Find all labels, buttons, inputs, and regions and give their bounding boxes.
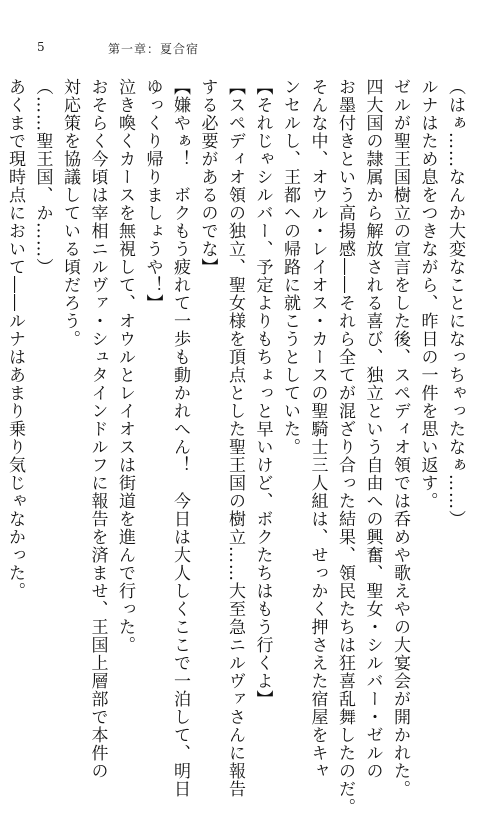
body-line: 【それじゃシルバー、予定よりもちょっと早いけど、ボクたちはもう行くよ】: [252, 78, 273, 708]
body-line: ゆっくり帰りましょうや！】: [142, 78, 163, 312]
body-line: 四大国の隷属から解放される喜び、独立という自由への興奮、聖女・シルバー・ゼルの: [362, 78, 383, 780]
body-line: ンセルし、王都への帰路に就こうとしていた。: [280, 78, 300, 456]
body-line: 対応策を協議している頃だろう。: [60, 78, 80, 348]
body-line: お墨付きという高揚感――それら全てが混ざり合った結果、領民たちは狂喜乱舞したのだ。: [335, 78, 355, 816]
body-text: [0, 78, 468, 816]
body-line: 泣き喚くカースを無視して、オウルとレイオスは街道を進んで行った。: [115, 78, 135, 654]
body-line: 【スペディオ領の独立、聖女様を頂点とした聖王国の樹立……大至急ニルヴァさんに報告: [225, 78, 245, 798]
body-line: あくまで現時点において――ルナはあまり乗り気じゃなかった。: [5, 78, 25, 600]
body-line: おそらく今頃は宰相ニルヴァ・シュタインドルフに報告を済ませ、王国上層部で本件の: [87, 78, 108, 780]
body-line: ルナはため息をつきながら、昨日の一件を思い返す。: [417, 78, 438, 510]
body-line: 【嫌やぁ！ ボクもう疲れて一歩も動かれへん！ 今日は大人しくここで一泊して、明日: [170, 78, 190, 798]
body-line: （はぁ……なんか大変なことになっちゃったなぁ……）: [445, 78, 465, 528]
body-line: （……聖王国、か……）: [32, 78, 53, 276]
body-line: する必要があるのでな】: [197, 78, 218, 276]
chapter-title: 第一章：夏合宿: [108, 42, 200, 56]
page-number: 5: [37, 40, 45, 54]
body-line: そんな中、オウル・レイオス・カースの聖騎士三人組は、せっかく押さえた宿屋をキャ: [307, 78, 328, 780]
body-line: ゼルが聖王国樹立の宣言をした後、スペディオ領では呑めや歌えやの大宴会が開かれた。: [390, 78, 410, 798]
